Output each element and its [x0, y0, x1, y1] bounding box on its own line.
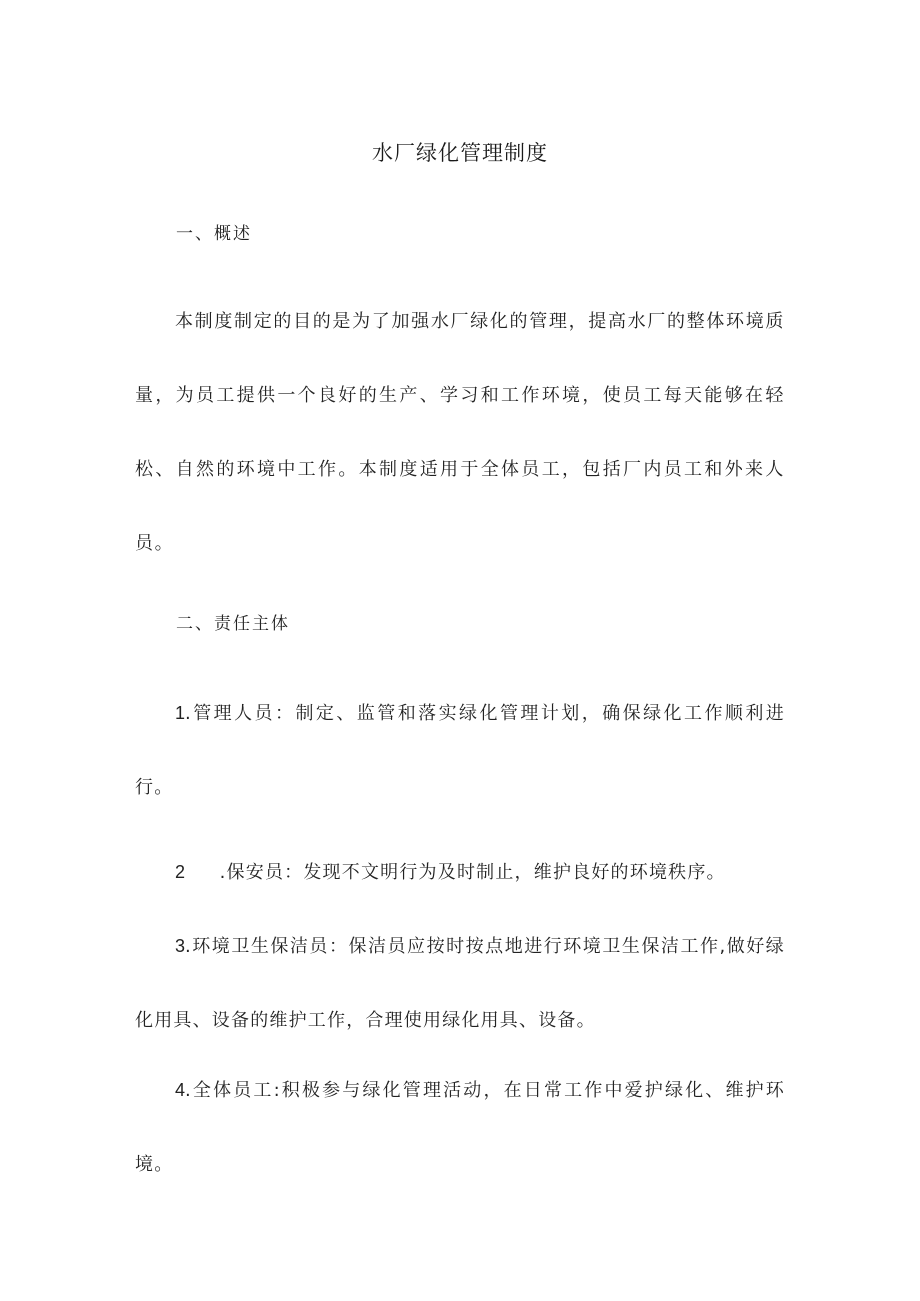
- list-item-security: [135, 835, 785, 910]
- list-item-text: .全体员工:积极参与绿化管理活动，在日常工作中爱护绿化、维护环境。: [135, 1080, 785, 1175]
- list-item-number: 1: [175, 703, 186, 723]
- list-item-text: .管理人员：制定、监管和落实绿化管理计划，确保绿化工作顺利进行。: [135, 703, 785, 798]
- section-heading-overview: 一、概述: [176, 224, 252, 244]
- document-title: 水厂绿化管理制度: [372, 141, 548, 165]
- section-heading-responsibility: 二、责任主体: [176, 614, 290, 634]
- list-item-cleaners: [135, 909, 785, 1058]
- list-item-text: .环境卫生保洁员：保洁员应按时按点地进行环境卫生保洁工作,做好绿化用具、设备的维护工作，合理使用绿化用具、设备。: [135, 936, 785, 1031]
- list-item-text: .保安员：发现不文明行为及时制止，维护良好的环境秩序。: [185, 862, 726, 883]
- list-item-managers: [135, 676, 785, 825]
- list-item-number: 4: [175, 1080, 186, 1100]
- overview-paragraph: 本制度制定的目的是为了加强水厂绿化的管理，提高水厂的整体环境质量，为员工提供一个良好的生产、学习和工作环境，使员工每天能够在轻松、自然的环境中工作。本制度适用于全体员工，包括厂内员工和外来人员。: [135, 311, 785, 554]
- list-item-number: 2: [175, 862, 186, 882]
- list-item-number: 3: [175, 936, 186, 956]
- list-item-all-staff: [135, 1053, 785, 1202]
